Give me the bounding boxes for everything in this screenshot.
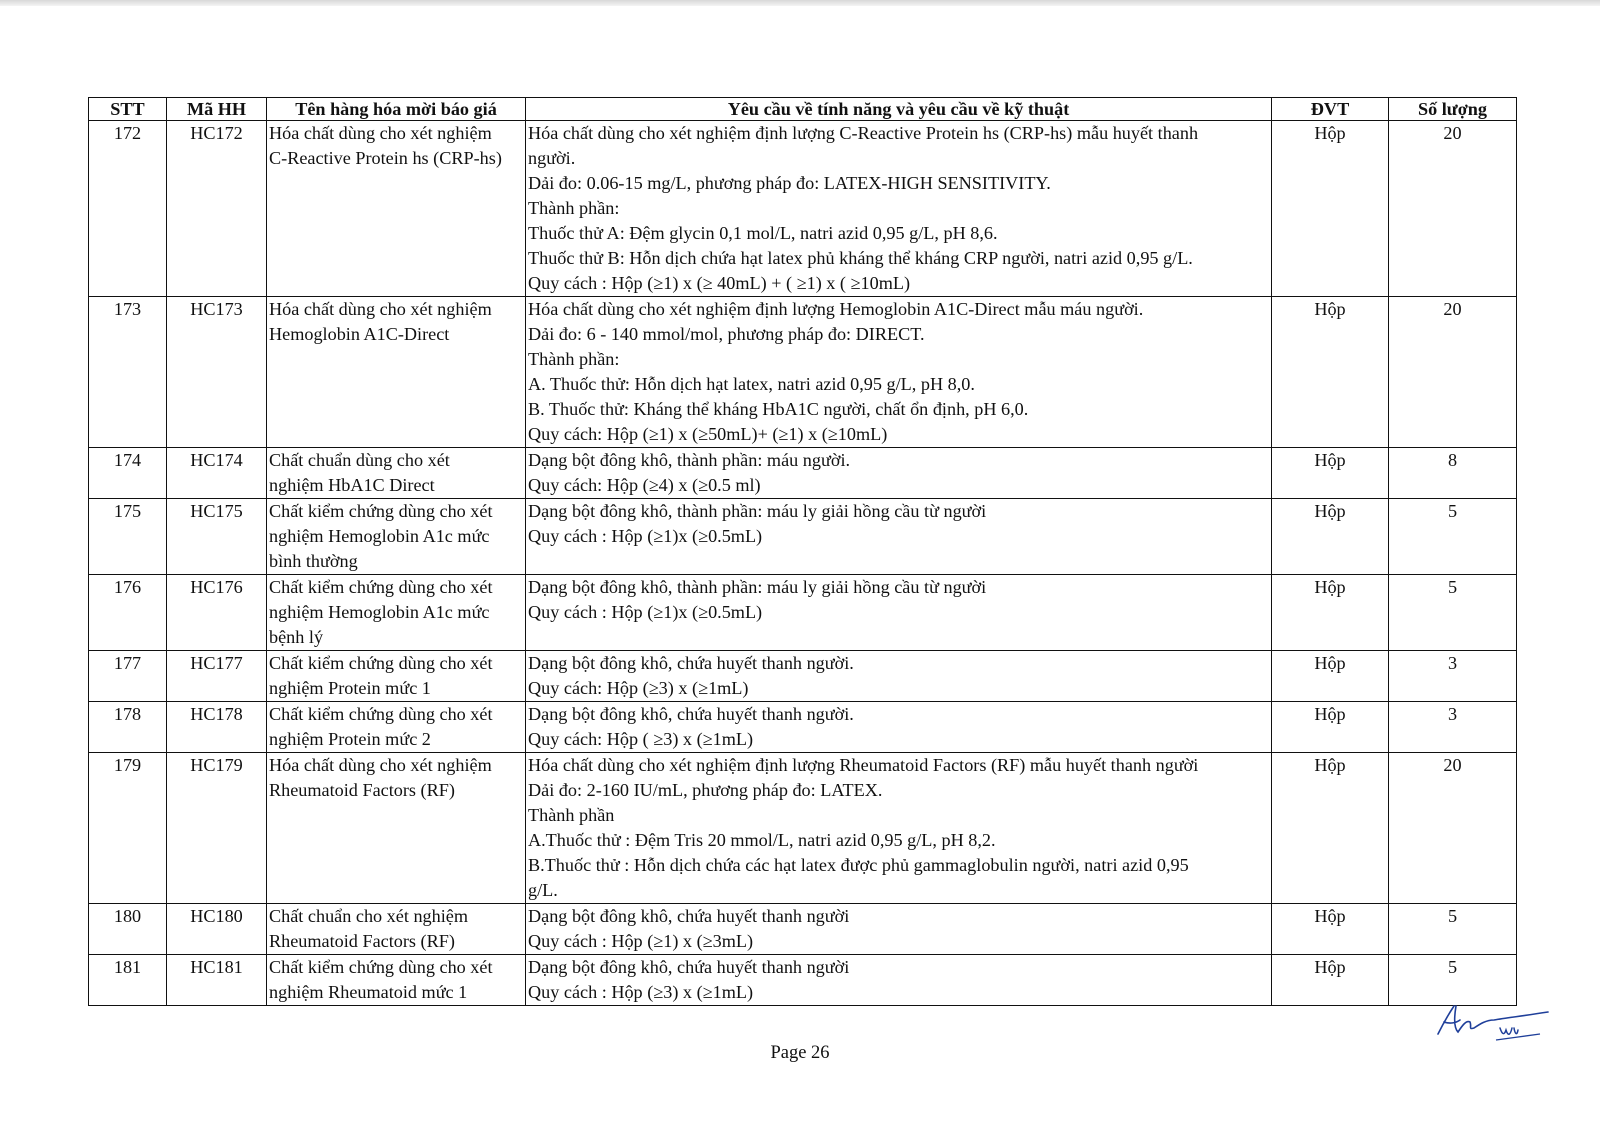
- row-qty: 5: [1389, 575, 1517, 651]
- spec-line: Dạng bột đông khô, chứa huyết thanh người: [528, 906, 850, 926]
- row-name: [267, 297, 526, 448]
- row-stt: 176: [89, 575, 167, 651]
- name-line: nghiệm Protein mức 2: [269, 729, 431, 749]
- spec-line: Dạng bột đông khô, chứa huyết thanh người.: [528, 704, 854, 724]
- row-spec: [526, 297, 1272, 448]
- header-row: [89, 98, 1517, 121]
- row-stt: 181: [89, 955, 167, 1006]
- row-stt: 173: [89, 297, 167, 448]
- spec-line: người.: [528, 148, 576, 168]
- row-qty: 5: [1389, 499, 1517, 575]
- name-line: Chất kiểm chứng dùng cho xét: [269, 501, 493, 521]
- name-line: Chất chuẩn cho xét nghiệm: [269, 906, 468, 926]
- name-line: nghiệm Protein mức 1: [269, 678, 431, 698]
- row-code: HC177: [167, 651, 267, 702]
- spec-line: Dải đo: 6 - 140 mmol/mol, phương pháp đo: DIRECT.: [528, 324, 925, 344]
- row-qty: 20: [1389, 297, 1517, 448]
- spec-line: Thuốc thử A: Đệm glycin 0,1 mol/L, natri azid 0,95 g/L, pH 8,6.: [528, 223, 998, 243]
- header-qty: Số lượng: [1389, 98, 1517, 121]
- row-spec: [526, 955, 1272, 1006]
- scan-edge: [0, 0, 1600, 6]
- row-qty: 3: [1389, 702, 1517, 753]
- row-unit: Hộp: [1272, 575, 1389, 651]
- spec-line: Thành phần:: [528, 349, 620, 369]
- row-code: HC173: [167, 297, 267, 448]
- spec-line: Quy cách: Hộp ( ≥3) x (≥1mL): [528, 729, 754, 749]
- header-name: Tên hàng hóa mời báo giá: [267, 98, 526, 121]
- name-line: bình thường: [269, 551, 358, 571]
- row-spec: [526, 702, 1272, 753]
- page-number: Page 26: [770, 1043, 830, 1063]
- spec-line: Hóa chất dùng cho xét nghiệm định lượng Hemoglobin A1C-Direct mẫu máu người.: [528, 299, 1144, 319]
- name-line: Chất kiểm chứng dùng cho xét: [269, 577, 493, 597]
- row-qty: 20: [1389, 753, 1517, 904]
- row-name: [267, 702, 526, 753]
- header-code: Mã HH: [167, 98, 267, 121]
- name-line: Chất chuẩn dùng cho xét: [269, 450, 450, 470]
- row-stt: 174: [89, 448, 167, 499]
- row-stt: 179: [89, 753, 167, 904]
- row-unit: Hộp: [1272, 499, 1389, 575]
- spec-line: Dạng bột đông khô, chứa huyết thanh người: [528, 957, 850, 977]
- row-stt: 180: [89, 904, 167, 955]
- row-qty: 8: [1389, 448, 1517, 499]
- spec-line: Thành phần:: [528, 198, 620, 218]
- row-unit: Hộp: [1272, 121, 1389, 297]
- row-unit: Hộp: [1272, 297, 1389, 448]
- spec-line: Quy cách: Hộp (≥1) x (≥50mL)+ (≥1) x (≥10mL): [528, 424, 888, 444]
- name-line: Chất kiểm chứng dùng cho xét: [269, 957, 493, 977]
- name-line: nghiệm HbA1C Direct: [269, 475, 435, 495]
- spec-line: Dạng bột đông khô, thành phần: máu ly giải hồng cầu từ người: [528, 501, 987, 521]
- table-row: [89, 702, 1517, 753]
- row-code: HC174: [167, 448, 267, 499]
- row-code: HC175: [167, 499, 267, 575]
- spec-line: Dải đo: 2-160 IU/mL, phương pháp đo: LATEX.: [528, 780, 883, 800]
- row-spec: [526, 499, 1272, 575]
- spec-line: B. Thuốc thử: Kháng thể kháng HbA1C người, chất ổn định, pH 6,0.: [528, 399, 1029, 419]
- spec-line: Dạng bột đông khô, thành phần: máu người.: [528, 450, 851, 470]
- row-unit: Hộp: [1272, 448, 1389, 499]
- header-stt: STT: [89, 98, 167, 121]
- header-spec: Yêu cầu về tính năng và yêu cầu về kỹ thuật: [526, 98, 1272, 121]
- row-name: [267, 499, 526, 575]
- header-unit: ĐVT: [1272, 98, 1389, 121]
- row-name: [267, 651, 526, 702]
- spec-line: Thuốc thử B: Hỗn dịch chứa hạt latex phủ kháng thể kháng CRP người, natri azid 0,95 g/L.: [528, 248, 1193, 268]
- row-code: HC179: [167, 753, 267, 904]
- name-line: Rheumatoid Factors (RF): [269, 780, 455, 800]
- table-row: [89, 955, 1517, 1006]
- name-line: Hóa chất dùng cho xét nghiệm: [269, 299, 492, 319]
- table-row: [89, 297, 1517, 448]
- row-unit: Hộp: [1272, 904, 1389, 955]
- name-line: nghiệm Hemoglobin A1c mức: [269, 602, 490, 622]
- row-unit: Hộp: [1272, 702, 1389, 753]
- name-line: Chất kiểm chứng dùng cho xét: [269, 653, 493, 673]
- spec-line: Dạng bột đông khô, thành phần: máu ly giải hồng cầu từ người: [528, 577, 987, 597]
- spec-line: A.Thuốc thử : Đệm Tris 20 mmol/L, natri azid 0,95 g/L, pH 8,2.: [528, 830, 996, 850]
- row-spec: [526, 651, 1272, 702]
- spec-line: Quy cách : Hộp (≥3) x (≥1mL): [528, 982, 754, 1002]
- name-line: Hóa chất dùng cho xét nghiệm: [269, 755, 492, 775]
- row-unit: Hộp: [1272, 753, 1389, 904]
- row-name: [267, 955, 526, 1006]
- row-name: [267, 121, 526, 297]
- row-unit: Hộp: [1272, 955, 1389, 1006]
- row-unit: Hộp: [1272, 651, 1389, 702]
- name-line: Rheumatoid Factors (RF): [269, 931, 455, 951]
- row-code: HC178: [167, 702, 267, 753]
- row-qty: 20: [1389, 121, 1517, 297]
- row-stt: 175: [89, 499, 167, 575]
- table-row: [89, 575, 1517, 651]
- spec-line: Quy cách : Hộp (≥1) x (≥ 40mL) + ( ≥1) x ( ≥10mL): [528, 273, 911, 293]
- table-row: [89, 448, 1517, 499]
- name-line: Hemoglobin A1C-Direct: [269, 324, 450, 344]
- table-row: [89, 753, 1517, 904]
- row-spec: [526, 448, 1272, 499]
- name-line: nghiệm Hemoglobin A1c mức: [269, 526, 490, 546]
- row-name: [267, 753, 526, 904]
- row-name: [267, 575, 526, 651]
- spec-line: B.Thuốc thử : Hỗn dịch chứa các hạt latex được phủ gammaglobulin người, natri azid 0,95: [528, 855, 1189, 875]
- row-code: HC180: [167, 904, 267, 955]
- spec-line: Dải đo: 0.06-15 mg/L, phương pháp đo: LATEX-HIGH SENSITIVITY.: [528, 173, 1051, 193]
- spec-line: Hóa chất dùng cho xét nghiệm định lượng Rheumatoid Factors (RF) mẫu huyết thanh người: [528, 755, 1199, 775]
- row-qty: 3: [1389, 651, 1517, 702]
- name-line: C-Reactive Protein hs (CRP-hs): [269, 148, 502, 168]
- row-name: [267, 904, 526, 955]
- row-stt: 172: [89, 121, 167, 297]
- spec-line: Hóa chất dùng cho xét nghiệm định lượng C-Reactive Protein hs (CRP-hs) mẫu huyết thanh: [528, 123, 1199, 143]
- table-row: [89, 651, 1517, 702]
- row-spec: [526, 575, 1272, 651]
- row-code: HC172: [167, 121, 267, 297]
- row-stt: 178: [89, 702, 167, 753]
- spec-line: Quy cách : Hộp (≥1)x (≥0.5mL): [528, 602, 763, 622]
- name-line: Hóa chất dùng cho xét nghiệm: [269, 123, 492, 143]
- spec-line: Thành phần: [528, 805, 615, 825]
- specification-table: [88, 97, 1517, 1006]
- spec-line: Dạng bột đông khô, chứa huyết thanh người.: [528, 653, 854, 673]
- table-row: [89, 499, 1517, 575]
- spec-line: A. Thuốc thử: Hỗn dịch hạt latex, natri azid 0,95 g/L, pH 8,0.: [528, 374, 975, 394]
- row-name: [267, 448, 526, 499]
- handwritten-signature: [1430, 998, 1560, 1048]
- row-spec: [526, 753, 1272, 904]
- row-qty: 5: [1389, 955, 1517, 1006]
- spec-line: Quy cách: Hộp (≥3) x (≥1mL): [528, 678, 749, 698]
- row-spec: [526, 121, 1272, 297]
- spec-line: Quy cách : Hộp (≥1)x (≥0.5mL): [528, 526, 763, 546]
- spec-line: Quy cách: Hộp (≥4) x (≥0.5 ml): [528, 475, 761, 495]
- spec-line: g/L.: [528, 880, 558, 900]
- name-line: nghiệm Rheumatoid mức 1: [269, 982, 468, 1002]
- row-qty: 5: [1389, 904, 1517, 955]
- row-code: HC176: [167, 575, 267, 651]
- row-stt: 177: [89, 651, 167, 702]
- spec-line: Quy cách : Hộp (≥1) x (≥3mL): [528, 931, 754, 951]
- row-spec: [526, 904, 1272, 955]
- table-row: [89, 121, 1517, 297]
- row-code: HC181: [167, 955, 267, 1006]
- name-line: Chất kiểm chứng dùng cho xét: [269, 704, 493, 724]
- table-row: [89, 904, 1517, 955]
- name-line: bệnh lý: [269, 627, 324, 647]
